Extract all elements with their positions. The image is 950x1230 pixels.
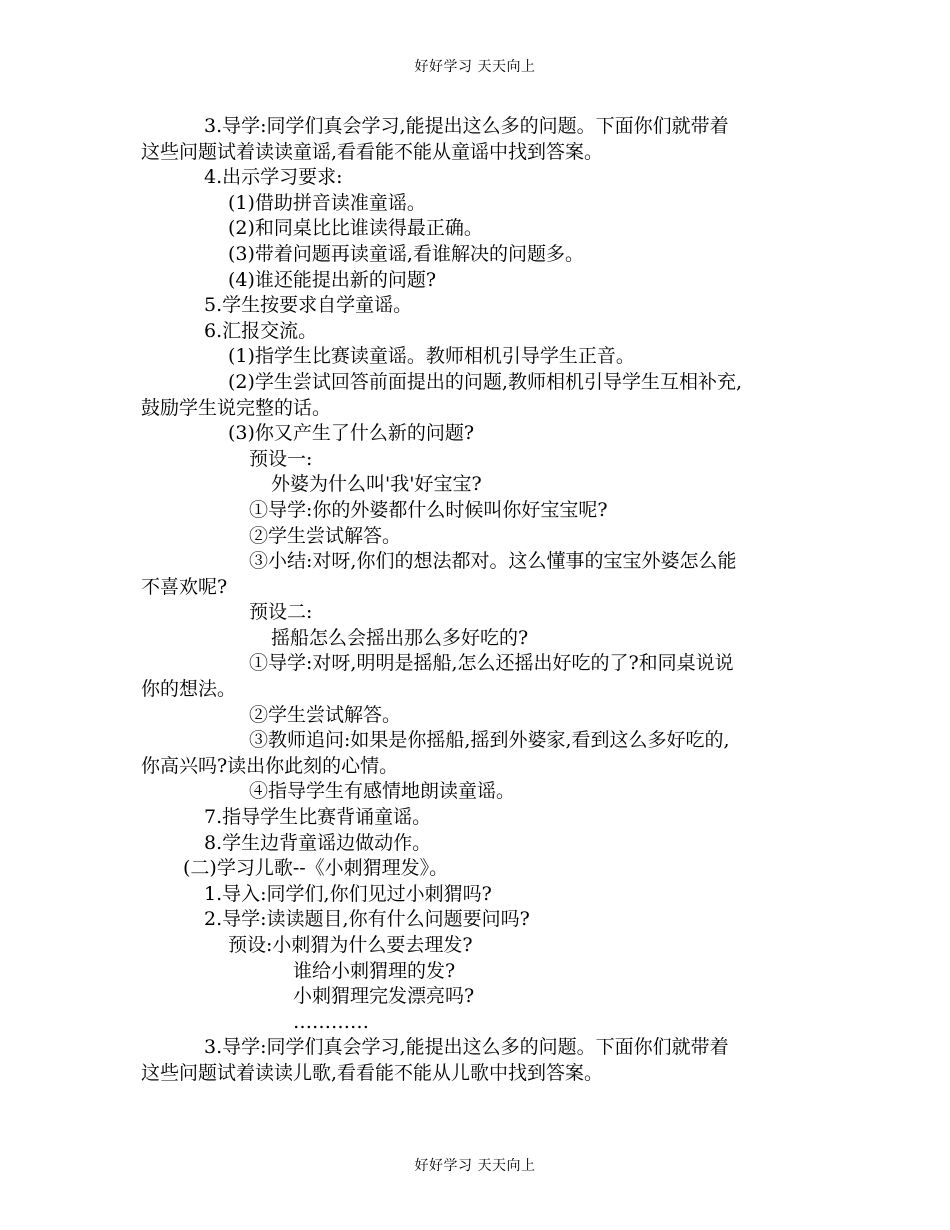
document-body [141, 114, 811, 1087]
paragraph-line: 1.导入:同学们,你们见过小刺猬吗? [204, 882, 492, 905]
paragraph-line: 预设:小刺猬为什么要去理发? [228, 934, 473, 956]
paragraph-line: 不喜欢呢? [141, 575, 228, 598]
paragraph-line: ②学生尝试解答。 [249, 524, 402, 547]
paragraph-line: (4)谁还能提出新的问题? [228, 268, 437, 291]
paragraph-line: 这些问题试着读读儿歌,看看能不能从儿歌中找到答案。 [141, 1061, 604, 1084]
paragraph-line: 6.汇报交流。 [204, 319, 318, 342]
paragraph-line: 8.学生边背童谣边做动作。 [204, 831, 432, 854]
paragraph-line: 你高兴吗?读出你此刻的心情。 [141, 754, 399, 777]
paragraph-line: (3)你又产生了什么新的问题? [228, 422, 475, 445]
ellipsis-line: ………… [293, 1010, 369, 1033]
paragraph-line: ②学生尝试解答。 [249, 703, 402, 726]
paragraph-line: 7.指导学生比赛背诵童谣。 [204, 806, 432, 829]
section-heading: (二)学习儿歌--《小刺猬理发》。 [183, 857, 449, 880]
paragraph-line: (1)指学生比赛读童谣。教师相机引导学生正音。 [228, 345, 635, 368]
paragraph-line: ③教师追问:如果是你摇船,摇到外婆家,看到这么多好吃的, [249, 729, 730, 752]
paragraph-line: (2)学生尝试回答前面提出的问题,教师相机引导学生互相补充, [228, 370, 742, 393]
paragraph-line: ①导学:你的外婆都什么时候叫你好宝宝呢? [249, 498, 608, 521]
page-footer: 好好学习 天天向上 [414, 1158, 536, 1174]
paragraph-line: 摇船怎么会摇出那么多好吃的? [271, 626, 529, 649]
paragraph-line: 小刺猬理完发漂亮吗? [293, 985, 475, 1008]
paragraph-line: 谁给小刺猬理的发? [293, 959, 456, 982]
paragraph-line: 2.导学:读读题目,你有什么问题要问吗? [204, 908, 530, 931]
paragraph-line: 这些问题试着读读童谣,看看能不能从童谣中找到答案。 [141, 140, 604, 163]
paragraph-line: ④指导学生有感情地朗读童谣。 [249, 780, 516, 803]
paragraph-line: 预设一: [249, 447, 313, 470]
paragraph-line: ③小结:对呀,你们的想法都对。这么懂事的宝宝外婆怎么能 [249, 550, 737, 573]
paragraph-line: (3)带着问题再读童谣,看谁解决的问题多。 [228, 242, 584, 265]
paragraph-line: 5.学生按要求自学童谣。 [204, 294, 413, 317]
paragraph-line: 外婆为什么叫'我'好宝宝? [271, 473, 482, 496]
paragraph-line: 鼓励学生说完整的话。 [141, 396, 332, 419]
paragraph-line: (1)借助拼音读准童谣。 [228, 191, 426, 214]
page-header: 好好学习 天天向上 [414, 59, 536, 75]
paragraph-line: ①导学:对呀,明明是摇船,怎么还摇出好吃的了?和同桌说说 [249, 652, 734, 675]
paragraph-line: 3.导学:同学们真会学习,能提出这么多的问题。下面你们就带着 [204, 1036, 729, 1059]
paragraph-line: (2)和同桌比比谁读得最正确。 [228, 217, 483, 240]
paragraph-line: 4.出示学习要求: [204, 166, 343, 189]
paragraph-line: 预设二: [249, 601, 313, 624]
paragraph-line: 3.导学:同学们真会学习,能提出这么多的问题。下面你们就带着 [204, 115, 729, 137]
paragraph-line: 你的想法。 [141, 678, 237, 701]
